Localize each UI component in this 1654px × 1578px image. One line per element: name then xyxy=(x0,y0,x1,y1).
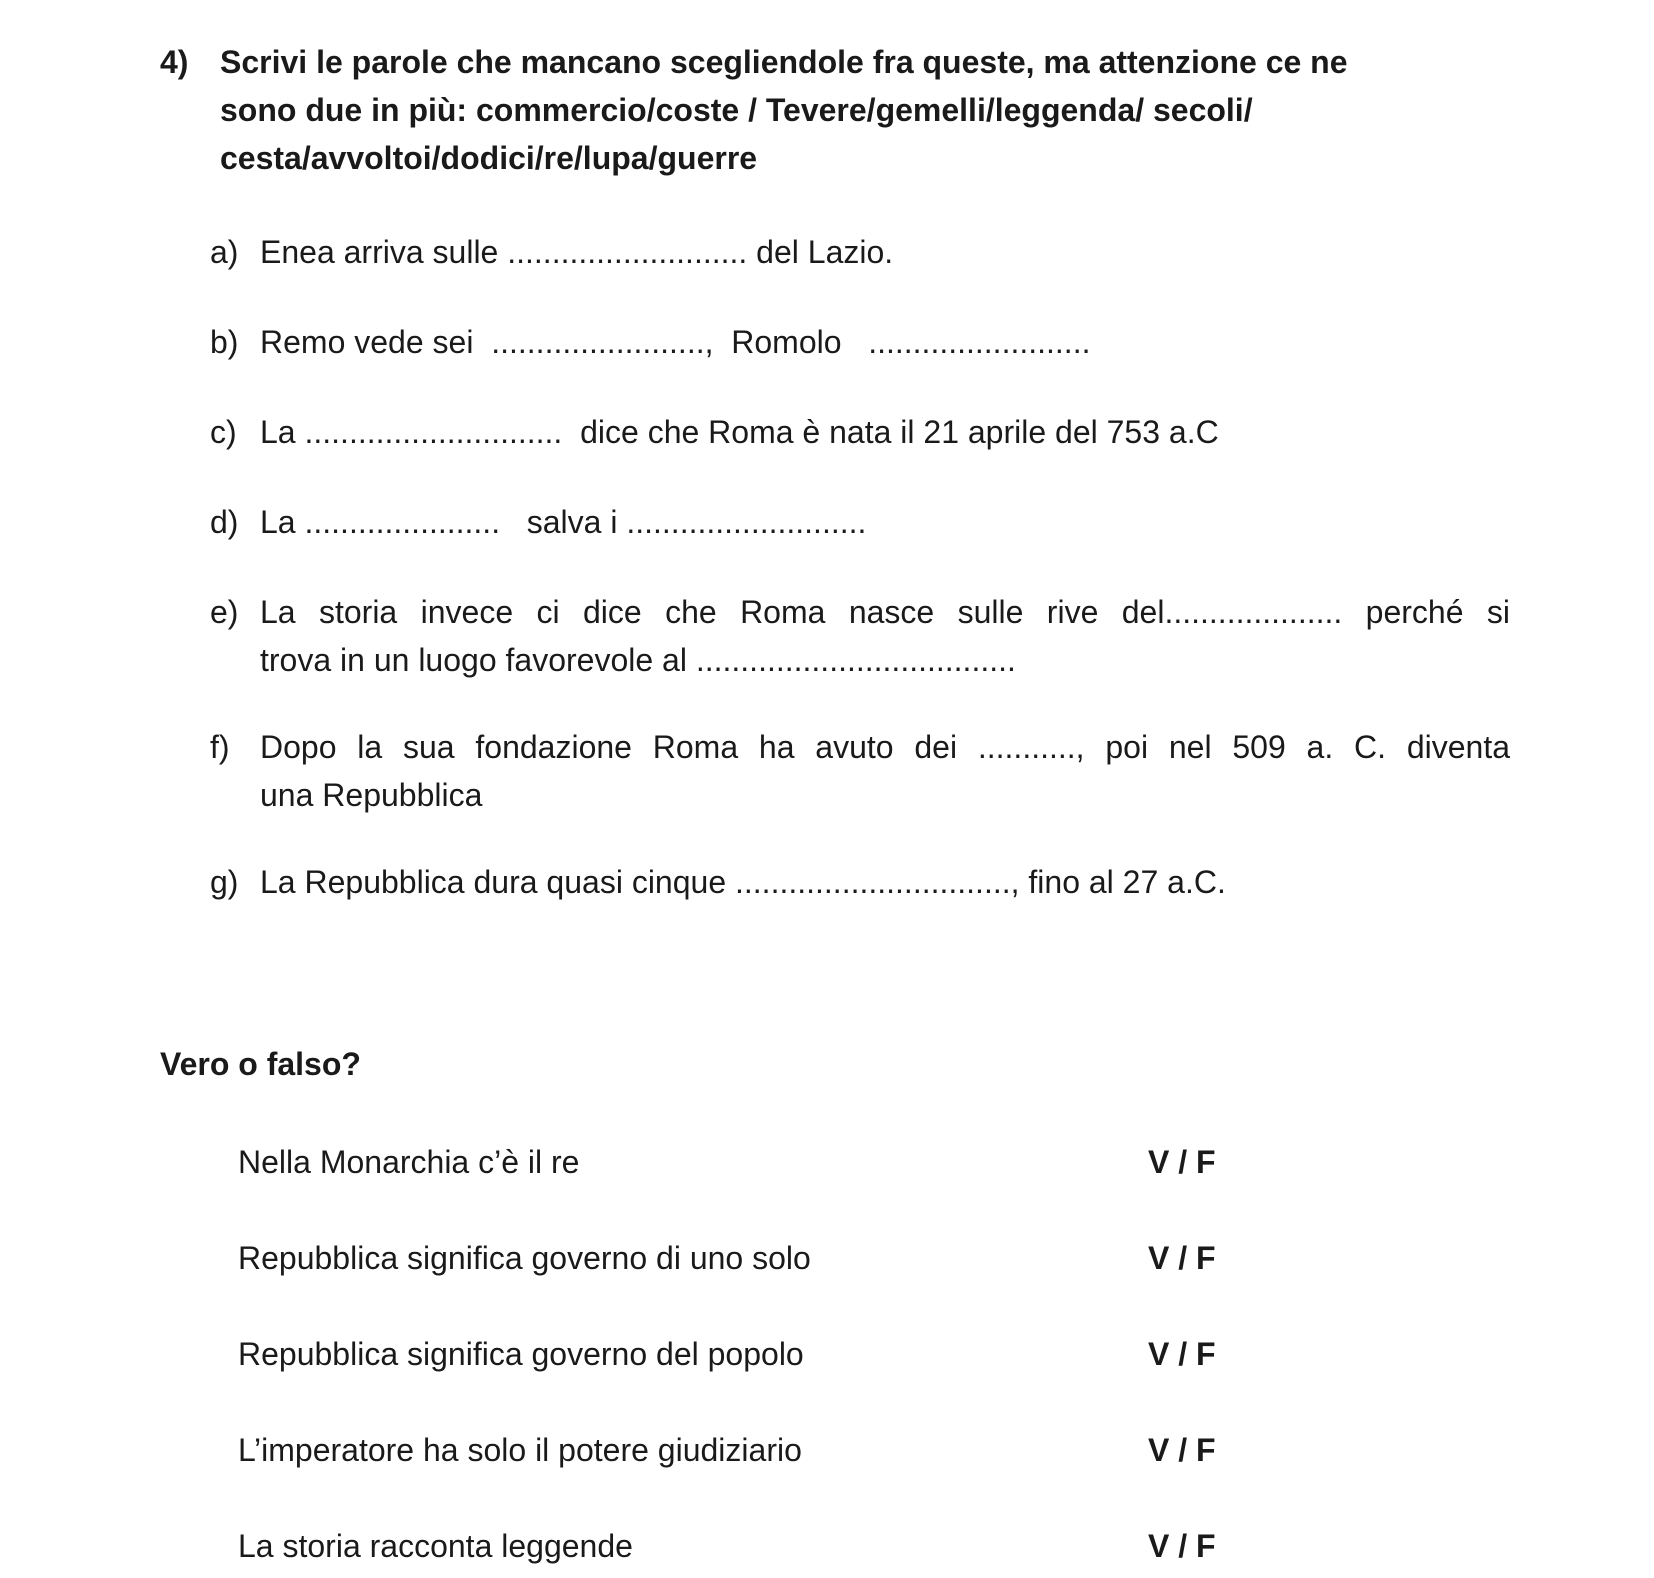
tf-choice: V / F xyxy=(1148,1432,1216,1468)
item-letter: f) xyxy=(210,729,230,765)
fill-item-b xyxy=(210,318,1510,366)
item-text: La Repubblica dura quasi cinque ..............................., fino al 27 a.C. xyxy=(260,864,1226,900)
tf-choice: V / F xyxy=(1148,1240,1216,1276)
instruction-line: cesta/avvoltoi/dodici/re/lupa/guerre xyxy=(220,140,758,176)
true-false-heading: Vero o falso? xyxy=(160,1046,361,1082)
item-letter: d) xyxy=(210,504,239,540)
item-text xyxy=(260,588,1510,684)
exercise-instruction xyxy=(160,38,1500,182)
tf-statement: Repubblica significa governo del popolo xyxy=(238,1336,804,1372)
fill-item-d xyxy=(210,498,1510,546)
tf-statement: La storia racconta leggende xyxy=(238,1528,633,1564)
tf-statement: L’imperatore ha solo il potere giudiziario xyxy=(238,1432,802,1468)
item-text xyxy=(260,723,1510,819)
tf-statement: Repubblica significa governo di uno solo xyxy=(238,1240,811,1276)
item-text-line: Dopo la sua fondazione Roma ha avuto dei ..........., poi nel 509 a. C. diventa xyxy=(260,729,1510,765)
item-text-line: La storia invece ci dice che Roma nasce sulle rive del.................... perché si xyxy=(260,594,1510,630)
exercise-number: 4) xyxy=(160,44,189,80)
item-text: Enea arriva sulle ........................... del Lazio. xyxy=(260,234,894,270)
fill-item-e xyxy=(210,588,1510,684)
item-letter: e) xyxy=(210,594,239,630)
fill-item-a xyxy=(210,228,1510,276)
item-text-line: una Repubblica xyxy=(260,777,483,813)
item-text: Remo vede sei ........................, Romolo ......................... xyxy=(260,324,1091,360)
item-letter: g) xyxy=(210,864,239,900)
item-text: La ...................... salva i ........................... xyxy=(260,504,867,540)
item-text: La ............................. dice che Roma è nata il 21 aprile del 753 a.C xyxy=(260,414,1219,450)
fill-item-c xyxy=(210,408,1510,456)
instruction-line: Scrivi le parole che mancano scegliendole fra queste, ma attenzione ce ne xyxy=(220,44,1348,80)
instruction-line: sono due in più: commercio/coste / Tevere/gemelli/leggenda/ secoli/ xyxy=(220,92,1253,128)
tf-choice: V / F xyxy=(1148,1336,1216,1372)
item-letter: c) xyxy=(210,414,237,450)
tf-statement: Nella Monarchia c’è il re xyxy=(238,1144,580,1180)
tf-choice: V / F xyxy=(1148,1144,1216,1180)
tf-choice: V / F xyxy=(1148,1528,1216,1564)
fill-item-f xyxy=(210,723,1510,819)
fill-item-g xyxy=(210,858,1510,906)
item-text-line: trova in un luogo favorevole al .................................... xyxy=(260,642,1016,678)
item-letter: b) xyxy=(210,324,239,360)
item-letter: a) xyxy=(210,234,239,270)
